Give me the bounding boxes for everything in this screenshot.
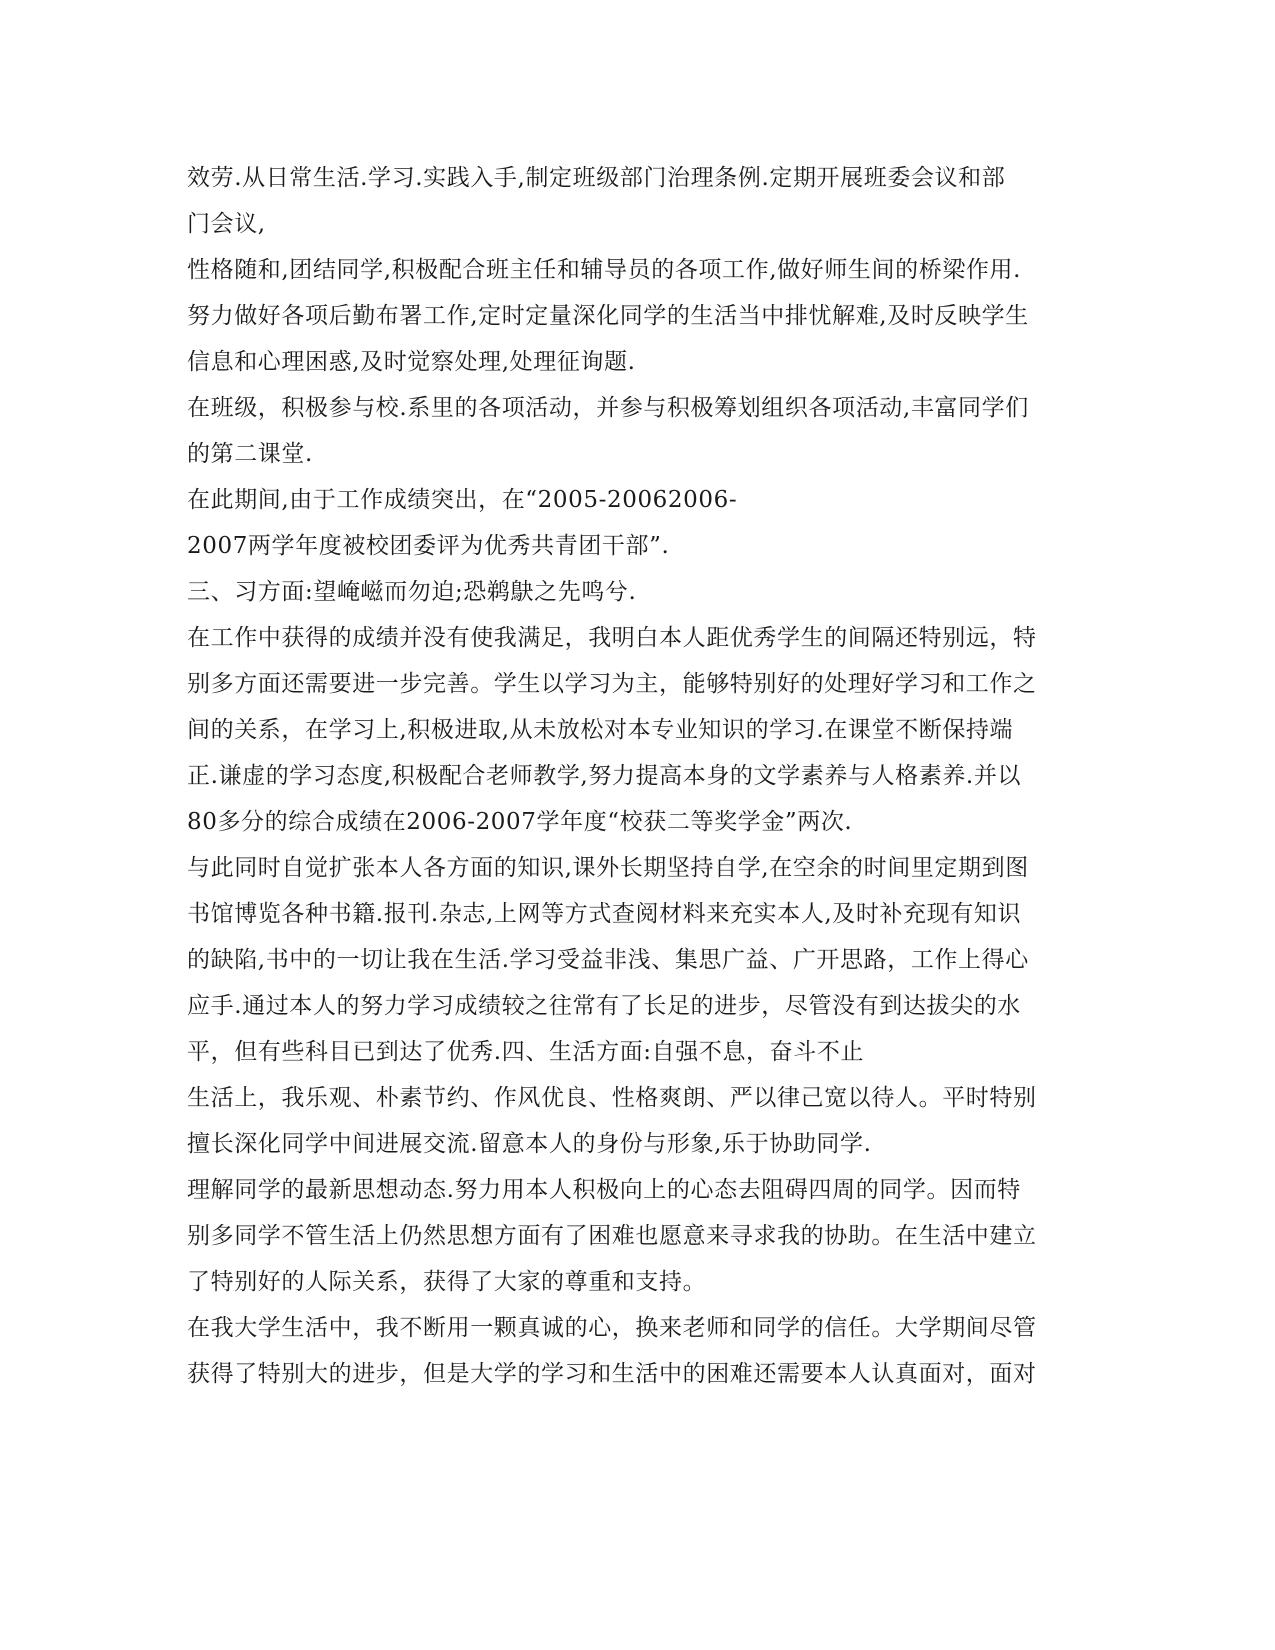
text-line: 别多同学不管生活上仍然思想方面有了困难也愿意来寻求我的协助。在生活中建立 [187,1223,1037,1249]
text-line: 80多分的综合成绩在2006-2007学年度“校获二等奖学金”两次. [187,809,853,835]
text-line: 信息和心理困惑,及时觉察处理,处理征询题. [187,349,636,375]
text-line: 书馆博览各种书籍.报刊.杂志,上网等方式查阅材料来充实本人,及时补充现有知识 [187,901,1022,927]
text-line: 别多方面还需要进一步完善。学生以学习为主，能够特别好的处理好学习和工作之 [187,671,1037,697]
text-line: 在我大学生活中，我不断用一颗真诚的心，换来老师和同学的信任。大学期间尽管 [187,1315,1037,1341]
text-line: 努力做好各项后勤布署工作,定时定量深化同学的生活当中排忧解难,及时反映学生 [187,303,1029,329]
text-line: 间的关系，在学习上,积极进取,从未放松对本专业知识的学习.在课堂不断保持端 [187,717,1014,743]
text-line: 的缺陷,书中的一切让我在生活.学习受益非浅、集思广益、广开思路，工作上得心 [187,947,1029,973]
text-line: 2007两学年度被校团委评为优秀共青团干部”. [187,533,670,559]
text-line: 正.谦虚的学习态度,积极配合老师教学,努力提高本身的文学素养与人格素养.并以 [187,763,1022,789]
body-text [187,155,1087,1397]
text-line: 应手.通过本人的努力学习成绩较之往常有了长足的进步，尽管没有到达拔尖的水 [187,993,1021,1019]
text-line: 了特别好的人际关系，获得了大家的尊重和支持。 [187,1269,707,1295]
text-line: 效劳.从日常生活.学习.实践入手,制定班级部门治理条例.定期开展班委会议和部 [187,165,1006,191]
text-line: 在工作中获得的成绩并没有使我满足，我明白本人距优秀学生的间隔还特别远，特 [187,625,1037,651]
text-line: 生活上，我乐观、朴素节约、作风优良、性格爽朗、严以律己宽以待人。平时特别 [187,1085,1037,1111]
text-line: 门会议, [187,211,266,237]
text-line: 理解同学的最新思想动态.努力用本人积极向上的心态去阻碍四周的同学。因而特 [187,1177,1021,1203]
text-line: 在此期间,由于工作成绩突出，在“2005-20062006- [187,487,738,513]
text-line: 获得了特别大的进步，但是大学的学习和生活中的困难还需要本人认真面对，面对 [187,1361,1037,1387]
text-line: 与此同时自觉扩张本人各方面的知识,课外长期坚持自学,在空余的时间里定期到图 [187,855,1029,881]
text-line: 平，但有些科目已到达了优秀.四、生活方面:自强不息，奋斗不止 [187,1039,865,1065]
text-line: 在班级，积极参与校.系里的各项活动，并参与积极筹划组织各项活动,丰富同学们 [187,395,1029,421]
text-line: 性格随和,团结同学,积极配合班主任和辅导员的各项工作,做好师生间的桥梁作用. [187,257,1022,283]
text-line: 擅长深化同学中间进展交流.留意本人的身份与形象,乐于协助同学. [187,1131,872,1157]
text-line: 的第二课堂. [187,441,313,467]
section-heading: 三、习方面:望崦嵫而勿迫;恐鹈鴃之先鸣兮. [187,579,637,605]
